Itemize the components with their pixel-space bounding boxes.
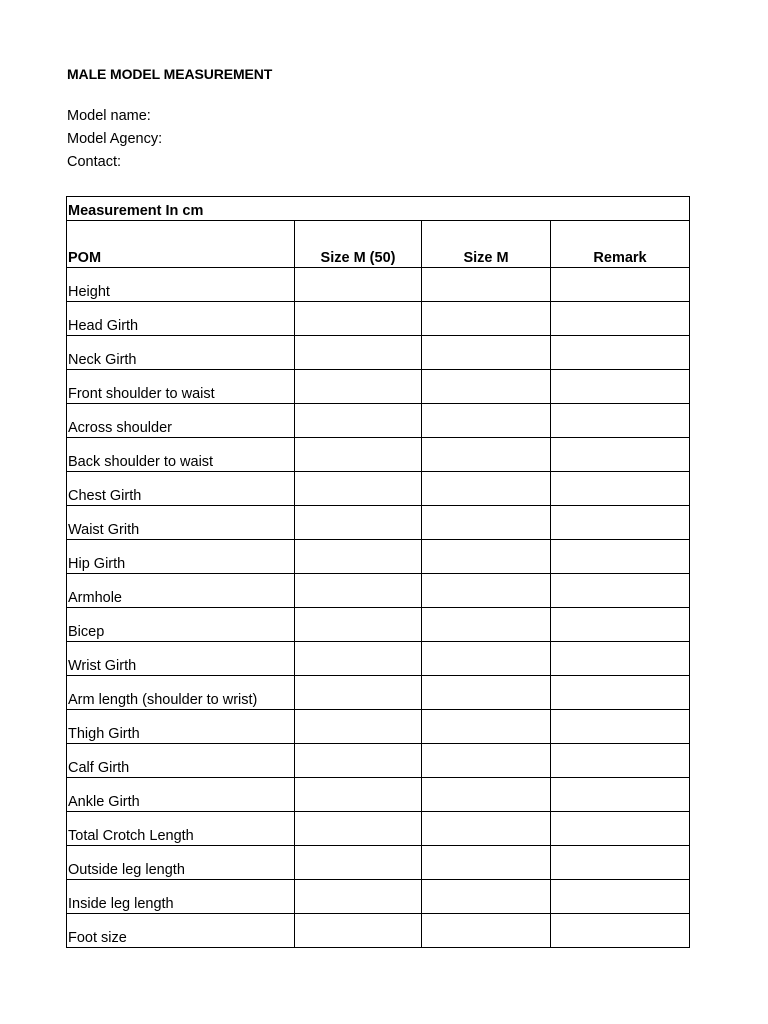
- table-row: [67, 744, 690, 778]
- pom-cell: Head Girth: [67, 302, 295, 336]
- pom-cell: Back shoulder to waist: [67, 438, 295, 472]
- size-m-cell[interactable]: [422, 608, 551, 642]
- table-row: [67, 404, 690, 438]
- pom-cell: Armhole: [67, 574, 295, 608]
- header-pom: POM: [67, 221, 295, 268]
- size-m-50-cell[interactable]: [295, 914, 422, 948]
- size-m-cell[interactable]: [422, 778, 551, 812]
- size-m-50-cell[interactable]: [295, 540, 422, 574]
- table-row: [67, 812, 690, 846]
- size-m-50-cell[interactable]: [295, 880, 422, 914]
- remark-cell[interactable]: [551, 608, 690, 642]
- size-m-50-cell[interactable]: [295, 778, 422, 812]
- pom-cell: Hip Girth: [67, 540, 295, 574]
- remark-cell[interactable]: [551, 302, 690, 336]
- table-row: [67, 370, 690, 404]
- size-m-cell[interactable]: [422, 336, 551, 370]
- table-row: [67, 506, 690, 540]
- table-row: [67, 846, 690, 880]
- size-m-cell[interactable]: [422, 880, 551, 914]
- size-m-cell[interactable]: [422, 914, 551, 948]
- size-m-cell[interactable]: [422, 268, 551, 302]
- table-header-row: [67, 221, 690, 268]
- size-m-50-cell[interactable]: [295, 744, 422, 778]
- size-m-50-cell[interactable]: [295, 268, 422, 302]
- pom-cell: Ankle Girth: [67, 778, 295, 812]
- remark-cell[interactable]: [551, 812, 690, 846]
- size-m-50-cell[interactable]: [295, 336, 422, 370]
- document-title: MALE MODEL MEASUREMENT: [67, 66, 273, 82]
- size-m-50-cell[interactable]: [295, 472, 422, 506]
- size-m-cell[interactable]: [422, 370, 551, 404]
- remark-cell[interactable]: [551, 676, 690, 710]
- size-m-cell[interactable]: [422, 846, 551, 880]
- remark-cell[interactable]: [551, 540, 690, 574]
- size-m-50-cell[interactable]: [295, 846, 422, 880]
- size-m-cell[interactable]: [422, 574, 551, 608]
- size-m-50-cell[interactable]: [295, 676, 422, 710]
- pom-cell: Across shoulder: [67, 404, 295, 438]
- remark-cell[interactable]: [551, 710, 690, 744]
- remark-cell[interactable]: [551, 472, 690, 506]
- pom-cell: Wrist Girth: [67, 642, 295, 676]
- size-m-50-cell[interactable]: [295, 642, 422, 676]
- table-row: [67, 914, 690, 948]
- table-row: [67, 438, 690, 472]
- table-row: [67, 472, 690, 506]
- pom-cell: Bicep: [67, 608, 295, 642]
- size-m-cell[interactable]: [422, 710, 551, 744]
- size-m-50-cell[interactable]: [295, 506, 422, 540]
- size-m-cell[interactable]: [422, 472, 551, 506]
- pom-cell: Total Crotch Length: [67, 812, 295, 846]
- size-m-cell[interactable]: [422, 438, 551, 472]
- pom-cell: Neck Girth: [67, 336, 295, 370]
- table-row: [67, 608, 690, 642]
- size-m-50-cell[interactable]: [295, 812, 422, 846]
- header-size-m-50: Size M (50): [295, 221, 422, 268]
- size-m-cell[interactable]: [422, 506, 551, 540]
- pom-cell: Height: [67, 268, 295, 302]
- pom-cell: Chest Girth: [67, 472, 295, 506]
- table-row: [67, 268, 690, 302]
- size-m-cell[interactable]: [422, 302, 551, 336]
- table-row: [67, 778, 690, 812]
- pom-cell: Thigh Girth: [67, 710, 295, 744]
- pom-cell: Inside leg length: [67, 880, 295, 914]
- size-m-cell[interactable]: [422, 676, 551, 710]
- size-m-cell[interactable]: [422, 540, 551, 574]
- size-m-cell[interactable]: [422, 642, 551, 676]
- remark-cell[interactable]: [551, 642, 690, 676]
- size-m-50-cell[interactable]: [295, 438, 422, 472]
- pom-cell: Foot size: [67, 914, 295, 948]
- size-m-cell[interactable]: [422, 812, 551, 846]
- table-caption: Measurement In cm: [67, 197, 690, 221]
- table-row: [67, 302, 690, 336]
- table-row: [67, 574, 690, 608]
- table-row: [67, 642, 690, 676]
- pom-cell: Calf Girth: [67, 744, 295, 778]
- remark-cell[interactable]: [551, 404, 690, 438]
- model-agency-label: Model Agency:: [67, 131, 163, 147]
- table-row: [67, 710, 690, 744]
- remark-cell[interactable]: [551, 744, 690, 778]
- remark-cell[interactable]: [551, 880, 690, 914]
- size-m-50-cell[interactable]: [295, 710, 422, 744]
- remark-cell[interactable]: [551, 846, 690, 880]
- header-size-m: Size M: [422, 221, 551, 268]
- remark-cell[interactable]: [551, 506, 690, 540]
- remark-cell[interactable]: [551, 914, 690, 948]
- remark-cell[interactable]: [551, 574, 690, 608]
- remark-cell[interactable]: [551, 336, 690, 370]
- pom-cell: Waist Grith: [67, 506, 295, 540]
- model-name-label: Model name:: [67, 108, 151, 124]
- remark-cell[interactable]: [551, 268, 690, 302]
- size-m-50-cell[interactable]: [295, 302, 422, 336]
- size-m-50-cell[interactable]: [295, 608, 422, 642]
- table-row: [67, 880, 690, 914]
- remark-cell[interactable]: [551, 778, 690, 812]
- pom-cell: Arm length (shoulder to wrist): [67, 676, 295, 710]
- pom-cell: Front shoulder to waist: [67, 370, 295, 404]
- size-m-cell[interactable]: [422, 404, 551, 438]
- remark-cell[interactable]: [551, 438, 690, 472]
- size-m-50-cell[interactable]: [295, 404, 422, 438]
- table-row: [67, 336, 690, 370]
- pom-cell: Outside leg length: [67, 846, 295, 880]
- table-caption-row: [67, 197, 690, 221]
- size-m-cell[interactable]: [422, 744, 551, 778]
- remark-cell[interactable]: [551, 370, 690, 404]
- table-row: [67, 540, 690, 574]
- header-remark: Remark: [551, 221, 690, 268]
- size-m-50-cell[interactable]: [295, 574, 422, 608]
- contact-label: Contact:: [67, 154, 121, 170]
- measurement-table: [66, 196, 690, 948]
- size-m-50-cell[interactable]: [295, 370, 422, 404]
- table-row: [67, 676, 690, 710]
